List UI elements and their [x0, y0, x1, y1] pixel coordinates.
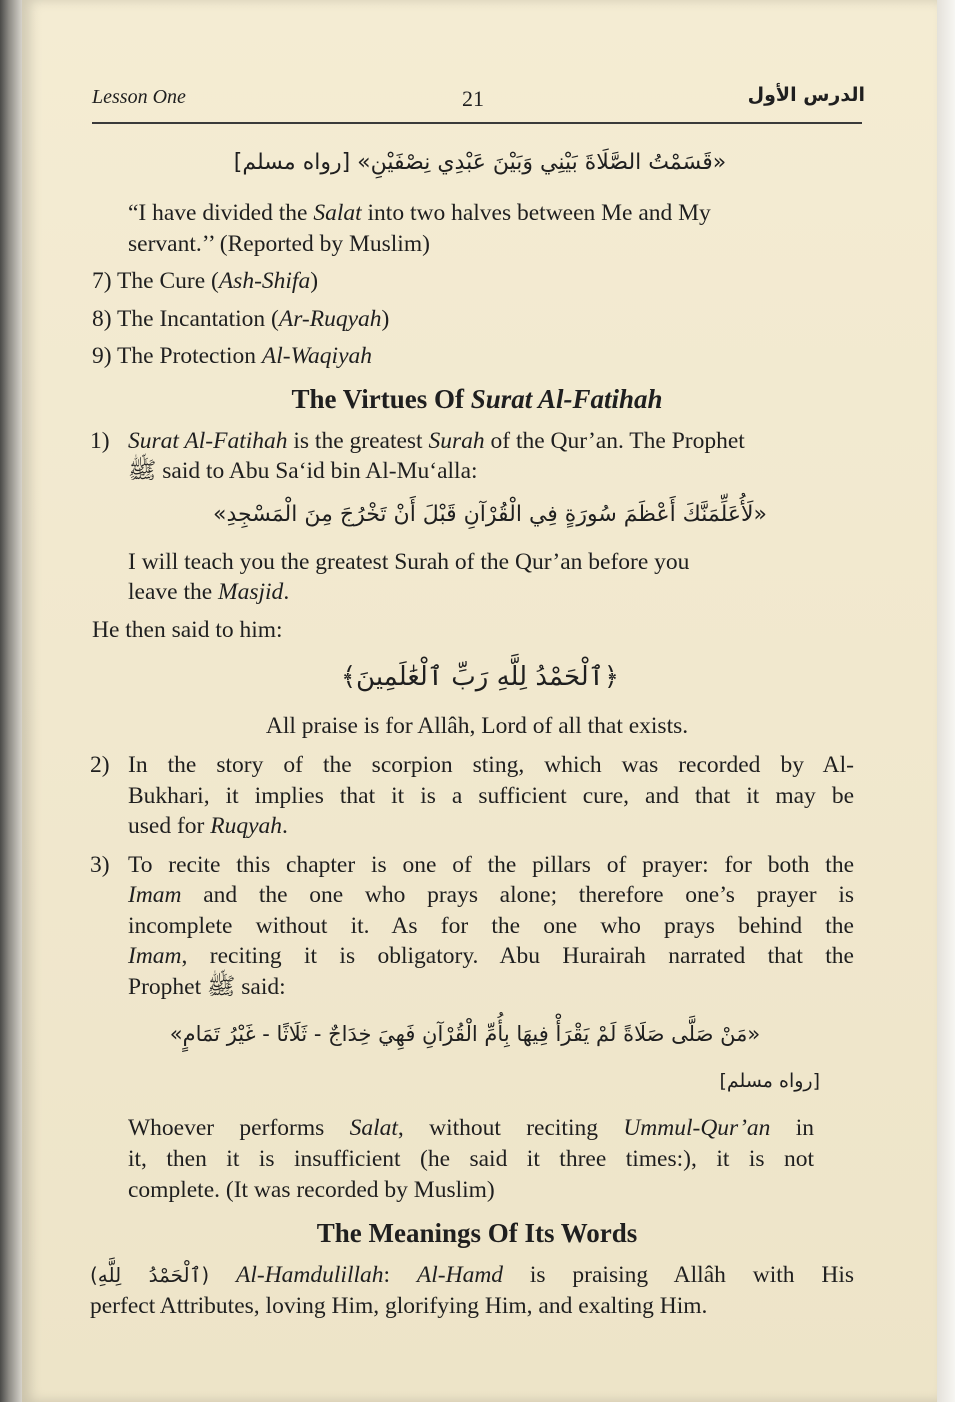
paragraph-line: (ٱلْحَمْدُ لِلَّهِ) Al-Hamdulillah: Al-Hamd is praising Allâh with His	[90, 1262, 854, 1288]
paragraph-line: He then said to him:	[92, 617, 283, 643]
paragraph-line: ﷺ said to Abu Sa‘id bin Al-Mu‘alla:	[128, 458, 478, 484]
book-spine-shadow	[0, 0, 22, 1402]
paragraph-line: Whoever performs Salat, without reciting Ummul-Qur’an in	[128, 1115, 815, 1141]
paragraph-line: Imam and the one who prays alone; therefore one’s prayer is	[128, 882, 854, 908]
hadith-reference: [رواه مسلم]	[719, 1070, 820, 1092]
paragraph-line: Surat Al-Fatihah is the greatest Surah of the Qur’an. The Prophet	[128, 428, 745, 454]
paragraph-line: leave the Masjid.	[128, 579, 290, 605]
page-edge	[937, 0, 955, 1402]
paragraph-line: it, then it is insufficient (he said it three times:), it is not	[128, 1146, 814, 1172]
hadith-arabic: «لَأُعَلِّمَنَّكَ أَعْظَمَ سُورَةٍ فِي الْقُرْآنِ قَبْلَ أَنْ تَخْرُجَ مِنَ الْمَسْجِدِ»	[213, 502, 767, 527]
list-number: 1)	[90, 428, 110, 454]
section-heading: The Virtues Of Surat Al-Fatihah	[291, 384, 663, 414]
quran-ayah: ﴿ٱلْحَمْدُ لِلَّهِ رَبِّ ٱلْعَٰلَمِينَ﴾	[340, 662, 620, 692]
paragraph-line: perfect Attributes, loving Him, glorifying Him, and exalting Him.	[90, 1293, 708, 1319]
list-item: 7) The Cure (Ash-Shifa)	[92, 268, 319, 294]
list-item: 8) The Incantation (Ar-Ruqyah)	[92, 306, 390, 332]
section-heading: The Meanings Of Its Words	[316, 1218, 638, 1248]
ayah-translation: All praise is for Allâh, Lord of all that exists.	[265, 713, 689, 739]
hadith-translation-line: “I have divided the Salat into two halves between Me and My	[128, 200, 711, 226]
paragraph-line: incomplete without it. As for the one who prays behind the	[128, 913, 854, 939]
hadith-translation-line: servant.’’ (Reported by Muslim)	[128, 231, 430, 257]
paragraph-line: Bukhari, it implies that it is a sufficient cure, and that it may be	[128, 783, 854, 809]
list-item: 9) The Protection Al-Waqiyah	[92, 343, 373, 369]
arabic-term: (ٱلْحَمْدُ لِلَّهِ)	[90, 1263, 210, 1287]
paragraph-line: complete. (It was recorded by Muslim)	[128, 1177, 495, 1203]
paragraph-line: Prophet ﷺ said:	[128, 974, 286, 1000]
header-rule	[92, 122, 862, 124]
paragraph-line: To recite this chapter is one of the pillars of prayer: for both the	[128, 852, 854, 878]
running-header-left: Lesson One	[92, 86, 186, 108]
running-header-right: الدرس الأول	[747, 84, 865, 106]
paragraph-line: I will teach you the greatest Surah of the Qur’an before you	[128, 549, 690, 575]
hadith-arabic: «قَسَمْتُ الصَّلَاةَ بَيْنِي وَبَيْنَ عَبْدِي نِصْفَيْنِ» [رواه مسلم]	[233, 150, 727, 175]
list-number: 3)	[90, 852, 110, 878]
paragraph-line: Imam, reciting it is obligatory. Abu Hurairah narrated that the	[128, 943, 854, 969]
page-number: 21	[462, 86, 484, 111]
paragraph-line: In the story of the scorpion sting, which was recorded by Al-	[128, 752, 854, 778]
paragraph-line: used for Ruqyah.	[128, 813, 288, 839]
list-number: 2)	[90, 752, 110, 778]
hadith-arabic: «مَنْ صَلَّى صَلَاةً لَمْ يَقْرَأْ فِيهَا بِأُمِّ الْقُرْآنِ فَهِيَ خِدَاجٌ - ثَلَاثًا - غَيْرُ تَمَامٍ»	[169, 1022, 761, 1046]
